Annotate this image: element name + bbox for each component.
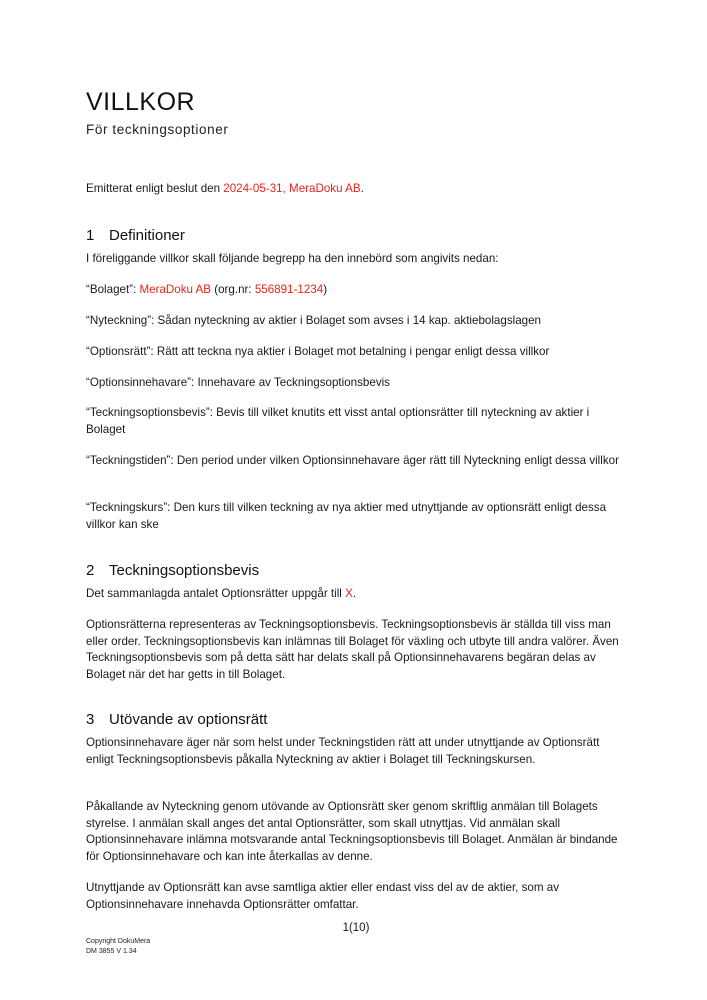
page-number: 1(10) <box>342 922 370 934</box>
company-name: MeraDoku AB <box>139 283 212 296</box>
paragraph: Optionsrätterna representeras av Teckningsoptionsbevis. Teckningsoptionsbevis är ställda till viss man eller order. Teckningsoptionsbevis kan inlämnas till Bolaget för växling och utbyte till andra valörer. Även Teckningsoptionsbevis som på detta sätt har delats skall på Optionsinnehavarens begäran delas av Bolaget när det har getts in till Bolaget. <box>86 618 619 681</box>
options-total-text: Det sammanlagda antalet Optionsrätter uppgår till <box>86 587 346 600</box>
issued-date: 2024-05-31 <box>223 182 283 195</box>
section-heading-2 <box>86 562 259 579</box>
section3-paragraph <box>86 799 626 865</box>
issued-prefix: Emitterat enligt beslut den <box>86 182 224 195</box>
section-heading-3 <box>86 711 267 728</box>
footer-copyright: Copyright DokuMera <box>86 938 151 945</box>
section-number: 3 <box>86 711 95 728</box>
page-footer <box>86 937 150 957</box>
options-total <box>86 586 626 603</box>
options-total-value: X <box>345 587 353 600</box>
issued-separator: , <box>282 182 290 195</box>
definition-suffix: ) <box>323 283 328 296</box>
definition-text: “Optionsinnehavare”: Innehavare av Teckningsoptionsbevis <box>86 376 390 389</box>
definition-text: “Optionsrätt”: Rätt att teckna nya aktier i Bolaget mot betalning i pengar enligt dessa villkor <box>86 345 550 358</box>
issued-line <box>86 181 626 198</box>
paragraph: Utnyttjande av Optionsrätt kan avse samtliga aktier eller endast viss del av de aktier, som av Optionsinnehavare innehavda Optionsrätter omfattar. <box>86 881 559 911</box>
definition-text: “Nyteckning”: Sådan nyteckning av aktier i Bolaget som avses i 14 kap. aktiebolagslagen <box>86 314 541 327</box>
document-subtitle: För teckningsoptioner <box>86 122 229 137</box>
section3-paragraph <box>86 880 626 913</box>
definition-item <box>86 313 626 330</box>
paragraph: Optionsinnehavare äger när som helst under Teckningstiden rätt att under utnyttjande av Optionsrätt enligt Teckningsoptionsbevis påkalla Nyteckning av aktier i Bolaget till Teckningskursen. <box>86 736 600 766</box>
definition-bolaget <box>86 282 626 299</box>
section-title: Teckningsoptionsbevis <box>109 562 260 579</box>
section-heading-1 <box>86 227 185 244</box>
options-total-suffix: . <box>352 587 357 600</box>
definition-item <box>86 405 626 438</box>
orgnr-label: (org.nr: <box>211 283 255 296</box>
definitions-intro <box>86 251 626 268</box>
section-number: 1 <box>86 227 95 244</box>
footer-version: DM 3855 V 1.34 <box>86 948 137 955</box>
section-title: Definitioner <box>109 227 185 244</box>
org-number: 556891-1234 <box>254 283 324 296</box>
definition-term: “Bolaget”: <box>86 283 140 296</box>
section2-paragraph <box>86 617 626 683</box>
issued-company: MeraDoku AB <box>289 182 361 195</box>
definition-text: “Teckningstiden”: Den period under vilken Optionsinnehavare äger rätt till Nyteckning enligt dessa villkor <box>86 454 619 467</box>
definition-text: “Teckningsoptionsbevis”: Bevis till vilket knutits ett visst antal optionsrätter till nyteckning av aktier i Bolaget <box>86 406 590 436</box>
section3-paragraph <box>86 735 626 768</box>
definition-item <box>86 453 626 470</box>
section-number: 2 <box>86 562 95 579</box>
document-title: VILLKOR <box>86 88 196 116</box>
paragraph: Påkallande av Nyteckning genom utövande av Optionsrätt sker genom skriftlig anmälan till Bolagets styrelse. I anmälan skall anges det antal Optionsrätter, som skall utnyttjas. Vid anmälan skall Optionsinnehavare inlämna motsvarande antal Teckningsoptionsbevis till Bolaget. Anmälan är bindande för Optionsinnehavare och kan inte återkallas av denne. <box>86 800 618 863</box>
paragraph: I föreliggande villkor skall följande begrepp ha den innebörd som angivits nedan: <box>86 252 499 265</box>
definition-text: “Teckningskurs”: Den kurs till vilken teckning av nya aktier med utnyttjande av optionsrätt enligt dessa villkor kan ske <box>86 501 607 531</box>
issued-suffix: . <box>360 182 364 195</box>
definition-item <box>86 375 626 392</box>
definition-item <box>86 500 626 533</box>
section-title: Utövande av optionsrätt <box>109 711 268 728</box>
definition-item <box>86 344 626 361</box>
